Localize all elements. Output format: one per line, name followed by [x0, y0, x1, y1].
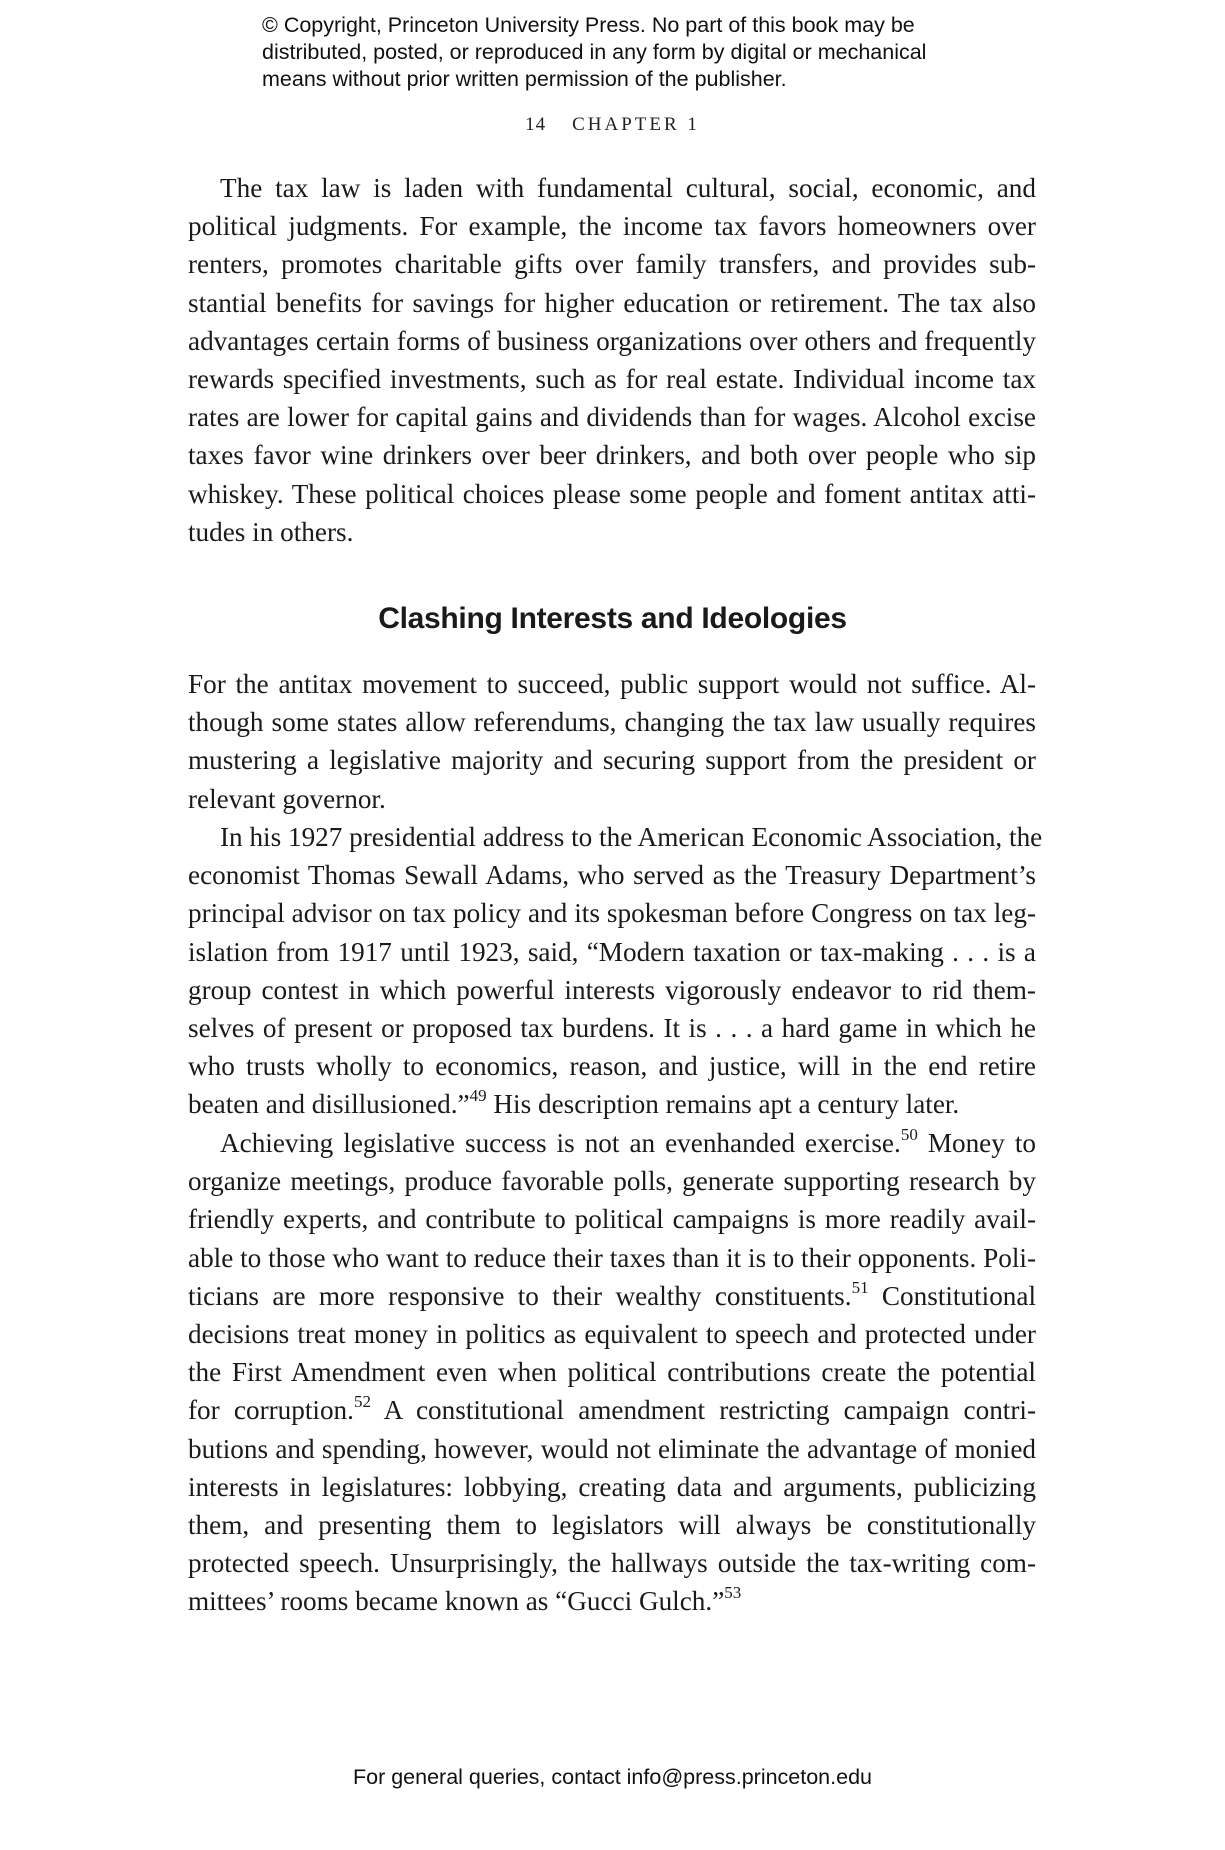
text-line: advantages certain forms of business organizations over others and frequently [188, 325, 1036, 356]
text-line [188, 1391, 1036, 1429]
text-line: islation from 1917 until 1923, said, “Modern taxation or tax-making . . . is a [188, 936, 1036, 967]
text-line: political judgments. For example, the income tax favors homeowners over [188, 211, 1036, 242]
text-run: for corruption. [188, 1395, 354, 1426]
text-line [188, 1582, 1036, 1620]
text-line: the First Amendment even when political contributions create the potential [188, 1357, 1036, 1388]
text-line: For the antitax movement to succeed, public support would not suffice. Al- [188, 669, 1036, 699]
paragraph-legislative-success [188, 1124, 1036, 1620]
text-line: economist Thomas Sewall Adams, who served as the Treasury Department’s [188, 860, 1036, 891]
text-run: His description remains apt a century later. [486, 1089, 960, 1120]
section-heading: Clashing Interests and Ideologies [378, 602, 847, 635]
copyright-notice [262, 12, 1022, 93]
text-run: Achieving legislative success is not an evenhanded exercise. [220, 1128, 901, 1158]
text-line: stantial benefits for savings for higher education or retirement. The tax also [188, 287, 1036, 318]
text-line: interests in legislatures: lobbying, creating data and arguments, publicizing [188, 1471, 1036, 1502]
copyright-line: © Copyright, Princeton University Press. No part of this book may be [262, 13, 915, 37]
text-line: taxes favor wine drinkers over beer drinkers, and both over people who sip [188, 440, 1036, 471]
text-line [188, 1277, 1036, 1315]
text-line: In his 1927 presidential address to the American Economic Association, the [220, 822, 1043, 852]
paragraph-adams-address [188, 818, 1043, 1124]
footnote-marker-49: 49 [469, 1086, 487, 1106]
text-line: them, and presenting them to legislators will always be constitutionally [188, 1509, 1036, 1540]
running-head [0, 114, 1225, 136]
text-line: decisions treat money in politics as equivalent to speech and protected under [188, 1318, 1036, 1349]
text-line: rates are lower for capital gains and dividends than for wages. Alcohol excise [188, 402, 1036, 433]
text-line: though some states allow referendums, changing the tax law usually requires [188, 707, 1036, 738]
text-line: tudes in others. [188, 516, 354, 547]
page-number: 14 [525, 114, 547, 135]
text-line [188, 1085, 1036, 1123]
text-run: mittees’ rooms became known as “Gucci Gulch.” [188, 1586, 725, 1617]
copyright-line: distributed, posted, or reproduced in any form by digital or mechanical [262, 40, 927, 64]
text-line: mustering a legislative majority and securing support from the president or [188, 745, 1036, 776]
paragraph-tax-law [188, 169, 1036, 551]
text-run: Constitutional [868, 1280, 1036, 1311]
text-line: principal advisor on tax policy and its spokesman before Congress on tax leg- [188, 898, 1036, 929]
text-line [188, 1124, 1036, 1162]
text-line: butions and spending, however, would not eliminate the advantage of monied [188, 1433, 1036, 1464]
text-line: group contest in which powerful interests vigorously endeavor to rid them- [188, 974, 1036, 1005]
text-run: A constitutional amendment restricting campaign contri- [370, 1395, 1037, 1426]
footnote-marker-53: 53 [724, 1583, 742, 1603]
text-run: ticians are more responsive to their wealthy constituents. [188, 1280, 852, 1311]
text-line: able to those who want to reduce their taxes than it is to their opponents. Poli- [188, 1242, 1036, 1273]
footnote-marker-52: 52 [353, 1392, 371, 1412]
footnote-marker-50: 50 [900, 1124, 918, 1144]
footnote-marker-51: 51 [851, 1277, 869, 1297]
paragraph-antitax-movement [188, 665, 1036, 818]
chapter-label: CHAPTER 1 [572, 114, 700, 135]
text-line: relevant governor. [188, 783, 386, 814]
text-line: protected speech. Unsurprisingly, the hallways outside the tax-writing com- [188, 1548, 1036, 1579]
text-line: rewards specified investments, such as for real estate. Individual income tax [188, 363, 1036, 394]
copyright-line: means without prior written permission of the publisher. [262, 67, 787, 91]
text-line: whiskey. These political choices please some people and foment antitax atti- [188, 478, 1036, 509]
text-line: The tax law is laden with fundamental cultural, social, economic, and [220, 173, 1036, 203]
text-run: Money to [917, 1128, 1036, 1158]
text-run: beaten and disillusioned.” [188, 1089, 470, 1120]
text-line: renters, promotes charitable gifts over family transfers, and provides sub- [188, 249, 1036, 280]
text-line: who trusts wholly to economics, reason, and justice, will in the end retire [188, 1051, 1036, 1082]
footer-contact: For general queries, contact info@press.princeton.edu [352, 1765, 872, 1789]
text-line: selves of present or proposed tax burdens. It is . . . a hard game in which he [188, 1012, 1036, 1043]
text-line: friendly experts, and contribute to political campaigns is more readily avail- [188, 1204, 1036, 1235]
text-line: organize meetings, produce favorable polls, generate supporting research by [188, 1166, 1036, 1197]
